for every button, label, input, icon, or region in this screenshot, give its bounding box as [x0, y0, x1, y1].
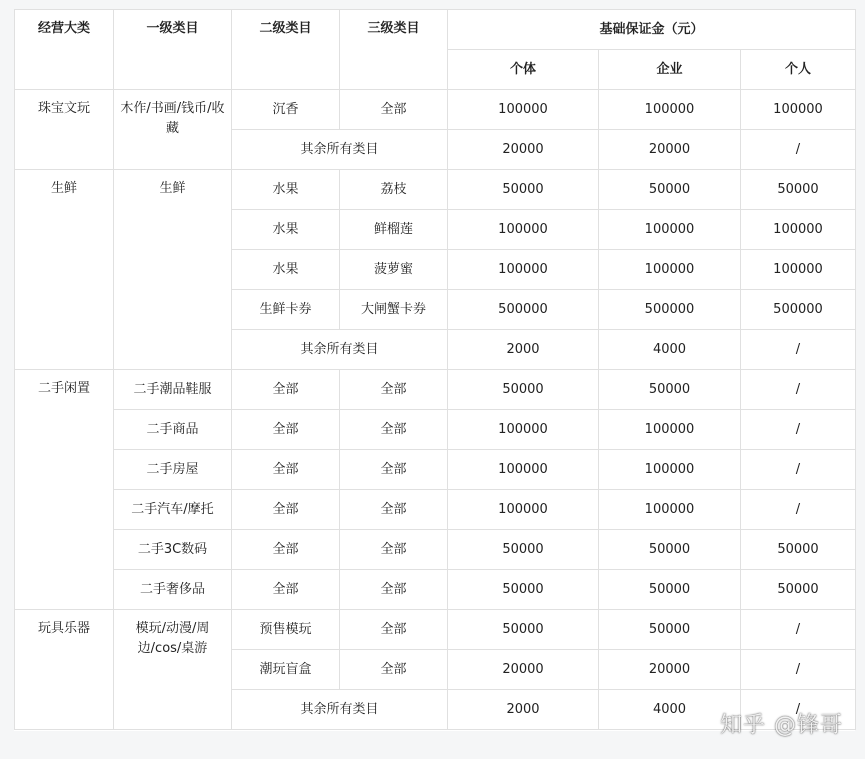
table-row [15, 610, 856, 650]
level2-cell: 全部 [232, 530, 340, 570]
table-row [15, 170, 856, 210]
table-row [15, 490, 856, 530]
value-person: 50000 [741, 170, 856, 210]
value-individual-business: 500000 [448, 290, 599, 330]
value-person: / [741, 610, 856, 650]
level3-cell: 全部 [340, 570, 448, 610]
other-categories-cell: 其余所有类目 [232, 690, 448, 730]
level1-cell: 二手汽车/摩托 [114, 490, 232, 530]
level1-cell: 模玩/动漫/周边/cos/桌游 [114, 610, 232, 730]
level1-cell: 二手奢侈品 [114, 570, 232, 610]
header-individual-business: 个体 [448, 50, 599, 90]
level3-cell: 全部 [340, 370, 448, 410]
level1-cell: 生鲜 [114, 170, 232, 370]
table-row [15, 90, 856, 130]
value-individual-business: 50000 [448, 610, 599, 650]
value-individual-business: 2000 [448, 690, 599, 730]
table-row [15, 570, 856, 610]
value-individual-business: 50000 [448, 570, 599, 610]
level3-cell: 大闸蟹卡券 [340, 290, 448, 330]
value-individual-business: 100000 [448, 450, 599, 490]
header-level1: 一级类目 [114, 10, 232, 90]
value-enterprise: 50000 [599, 610, 741, 650]
header-level3: 三级类目 [340, 10, 448, 90]
value-enterprise: 100000 [599, 90, 741, 130]
category-cell: 生鲜 [15, 170, 114, 370]
value-individual-business: 50000 [448, 530, 599, 570]
level2-cell: 水果 [232, 250, 340, 290]
value-person: / [741, 410, 856, 450]
level3-cell: 荔枝 [340, 170, 448, 210]
table-row [15, 530, 856, 570]
header-deposit: 基础保证金（元） [448, 10, 856, 50]
value-person: / [741, 690, 856, 730]
value-individual-business: 100000 [448, 410, 599, 450]
zhihu-watermark: 知乎 @锋哥 [720, 713, 843, 738]
value-individual-business: 50000 [448, 170, 599, 210]
level2-cell: 预售模玩 [232, 610, 340, 650]
value-person: / [741, 490, 856, 530]
value-enterprise: 500000 [599, 290, 741, 330]
table-row [15, 410, 856, 450]
value-person: 100000 [741, 90, 856, 130]
level2-cell: 全部 [232, 410, 340, 450]
level2-cell: 水果 [232, 170, 340, 210]
value-individual-business: 2000 [448, 330, 599, 370]
level3-cell: 全部 [340, 410, 448, 450]
value-individual-business: 100000 [448, 490, 599, 530]
value-enterprise: 50000 [599, 530, 741, 570]
level3-cell: 全部 [340, 610, 448, 650]
level2-cell: 全部 [232, 370, 340, 410]
value-enterprise: 100000 [599, 250, 741, 290]
value-enterprise: 100000 [599, 450, 741, 490]
level3-cell: 全部 [340, 90, 448, 130]
value-enterprise: 4000 [599, 330, 741, 370]
level2-cell: 潮玩盲盒 [232, 650, 340, 690]
value-enterprise: 4000 [599, 690, 741, 730]
level3-cell: 全部 [340, 650, 448, 690]
value-enterprise: 50000 [599, 370, 741, 410]
level3-cell: 鲜榴莲 [340, 210, 448, 250]
value-person: 100000 [741, 210, 856, 250]
category-cell: 珠宝文玩 [15, 90, 114, 170]
value-enterprise: 20000 [599, 650, 741, 690]
value-individual-business: 20000 [448, 650, 599, 690]
deposit-table-card [14, 9, 855, 731]
level2-cell: 全部 [232, 490, 340, 530]
value-person: / [741, 450, 856, 490]
level1-cell: 木作/书画/钱币/收藏 [114, 90, 232, 170]
level2-cell: 全部 [232, 570, 340, 610]
value-individual-business: 100000 [448, 90, 599, 130]
level3-cell: 全部 [340, 490, 448, 530]
level3-cell: 菠萝蜜 [340, 250, 448, 290]
value-individual-business: 100000 [448, 250, 599, 290]
category-cell: 玩具乐器 [15, 610, 114, 730]
level2-cell: 沉香 [232, 90, 340, 130]
level1-cell: 二手3C数码 [114, 530, 232, 570]
deposit-table [14, 9, 856, 730]
value-person: 100000 [741, 250, 856, 290]
value-person: / [741, 130, 856, 170]
value-individual-business: 50000 [448, 370, 599, 410]
header-person: 个人 [741, 50, 856, 90]
value-person: 500000 [741, 290, 856, 330]
level2-cell: 水果 [232, 210, 340, 250]
value-person: / [741, 650, 856, 690]
value-individual-business: 100000 [448, 210, 599, 250]
level2-cell: 生鲜卡券 [232, 290, 340, 330]
value-enterprise: 20000 [599, 130, 741, 170]
level3-cell: 全部 [340, 450, 448, 490]
value-person: / [741, 330, 856, 370]
level3-cell: 全部 [340, 530, 448, 570]
value-person: 50000 [741, 570, 856, 610]
value-enterprise: 100000 [599, 490, 741, 530]
category-cell: 二手闲置 [15, 370, 114, 610]
header-level2: 二级类目 [232, 10, 340, 90]
header-category: 经营大类 [15, 10, 114, 90]
level2-cell: 全部 [232, 450, 340, 490]
value-enterprise: 50000 [599, 570, 741, 610]
value-enterprise: 100000 [599, 410, 741, 450]
level1-cell: 二手商品 [114, 410, 232, 450]
value-enterprise: 50000 [599, 170, 741, 210]
table-row [15, 450, 856, 490]
other-categories-cell: 其余所有类目 [232, 330, 448, 370]
other-categories-cell: 其余所有类目 [232, 130, 448, 170]
value-person: / [741, 370, 856, 410]
value-individual-business: 20000 [448, 130, 599, 170]
table-row [15, 370, 856, 410]
value-person: 50000 [741, 530, 856, 570]
level1-cell: 二手房屋 [114, 450, 232, 490]
header-enterprise: 企业 [599, 50, 741, 90]
value-enterprise: 100000 [599, 210, 741, 250]
level1-cell: 二手潮品鞋服 [114, 370, 232, 410]
